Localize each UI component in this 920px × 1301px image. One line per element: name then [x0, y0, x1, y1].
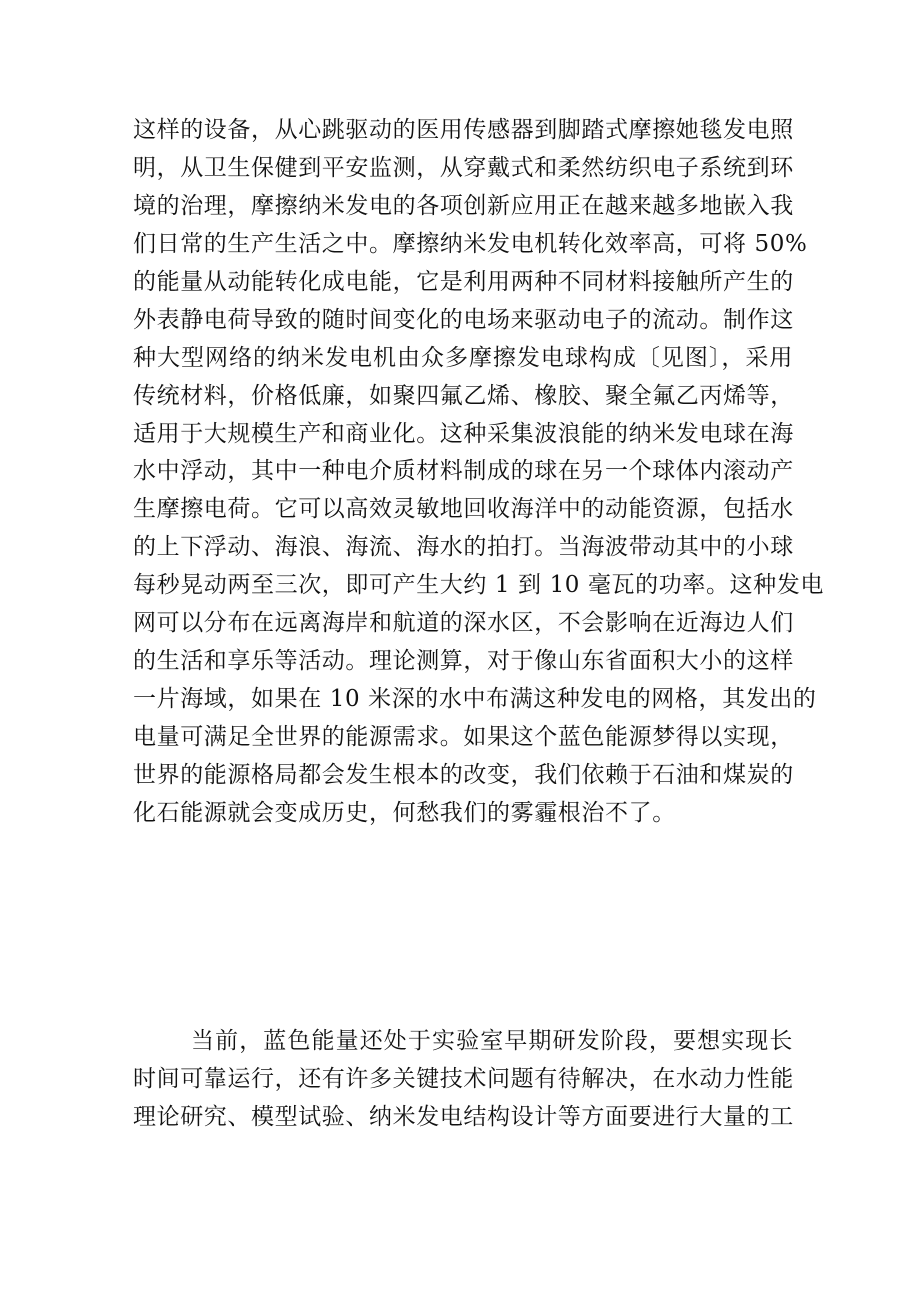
text-line: 水中浮动，其中一种电介质材料制成的球在另一个球体内滚动产	[133, 458, 794, 485]
text-line: 电量可满足全世界的能源需求。如果这个蓝色能源梦得以实现，	[133, 724, 794, 750]
text-line: 当前，蓝色能量还处于实验室早期研发阶段，要想实现长	[191, 1028, 793, 1054]
text-line: 一片海域，如果在 10 米深的水中布满这种发电的网格，其发出的	[133, 686, 817, 713]
text-line: 境的治理，摩擦纳米发电的各项创新应用正在越来越多地嵌入我	[133, 192, 794, 219]
text-line: 时间可靠运行，还有许多关键技术问题有待解决，在水动力性能	[133, 1065, 794, 1092]
text-line: 网可以分布在远离海岸和航道的深水区，不会影响在近海边人们	[133, 610, 794, 637]
text-line: 传统材料，价格低廉，如聚四氟乙烯、橡胶、聚全氟乙丙烯等，	[133, 382, 794, 409]
text-line: 外表静电荷导致的随时间变化的电场来驱动电子的流动。制作这	[133, 306, 794, 333]
text-line: 的生活和享乐等活动。理论测算，对于像山东省面积大小的这样	[133, 648, 794, 675]
paragraph-1	[133, 112, 824, 833]
text-line: 们日常的生产生活之中。摩擦纳米发电机转化效率高，可将 50%	[133, 230, 808, 257]
text-line: 理论研究、模型试验、纳米发电结构设计等方面要进行大量的工	[133, 1103, 794, 1130]
text-line: 化石能源就会变成历史，何愁我们的雾霾根治不了。	[133, 799, 676, 826]
text-line: 生摩擦电荷。它可以高效灵敏地回收海洋中的动能资源，包括水	[133, 496, 794, 523]
text-line: 种大型网络的纳米发电机由众多摩擦发电球构成〔见图〕，采用	[133, 344, 793, 371]
text-line: 的能量从动能转化成电能，它是利用两种不同材料接触所产生的	[133, 268, 794, 295]
text-line: 适用于大规模生产和商业化。这种采集波浪能的纳米发电球在海	[133, 420, 794, 447]
text-line: 这样的设备，从心跳驱动的医用传感器到脚踏式摩擦她毯发电照	[133, 117, 794, 143]
text-line: 的上下浮动、海浪、海流、海水的拍打。当海波带动其中的小球	[133, 534, 794, 561]
text-line: 世界的能源格局都会发生根本的改变，我们依赖于石油和煤炭的	[133, 761, 794, 788]
paragraph-2	[133, 1023, 793, 1137]
text-line: 每秒晃动两至三次，即可产生大约 1 到 10 毫瓦的功率。这种发电	[133, 572, 824, 599]
text-line: 明，从卫生保健到平安监测，从穿戴式和柔然纺织电子系统到环	[133, 154, 794, 181]
